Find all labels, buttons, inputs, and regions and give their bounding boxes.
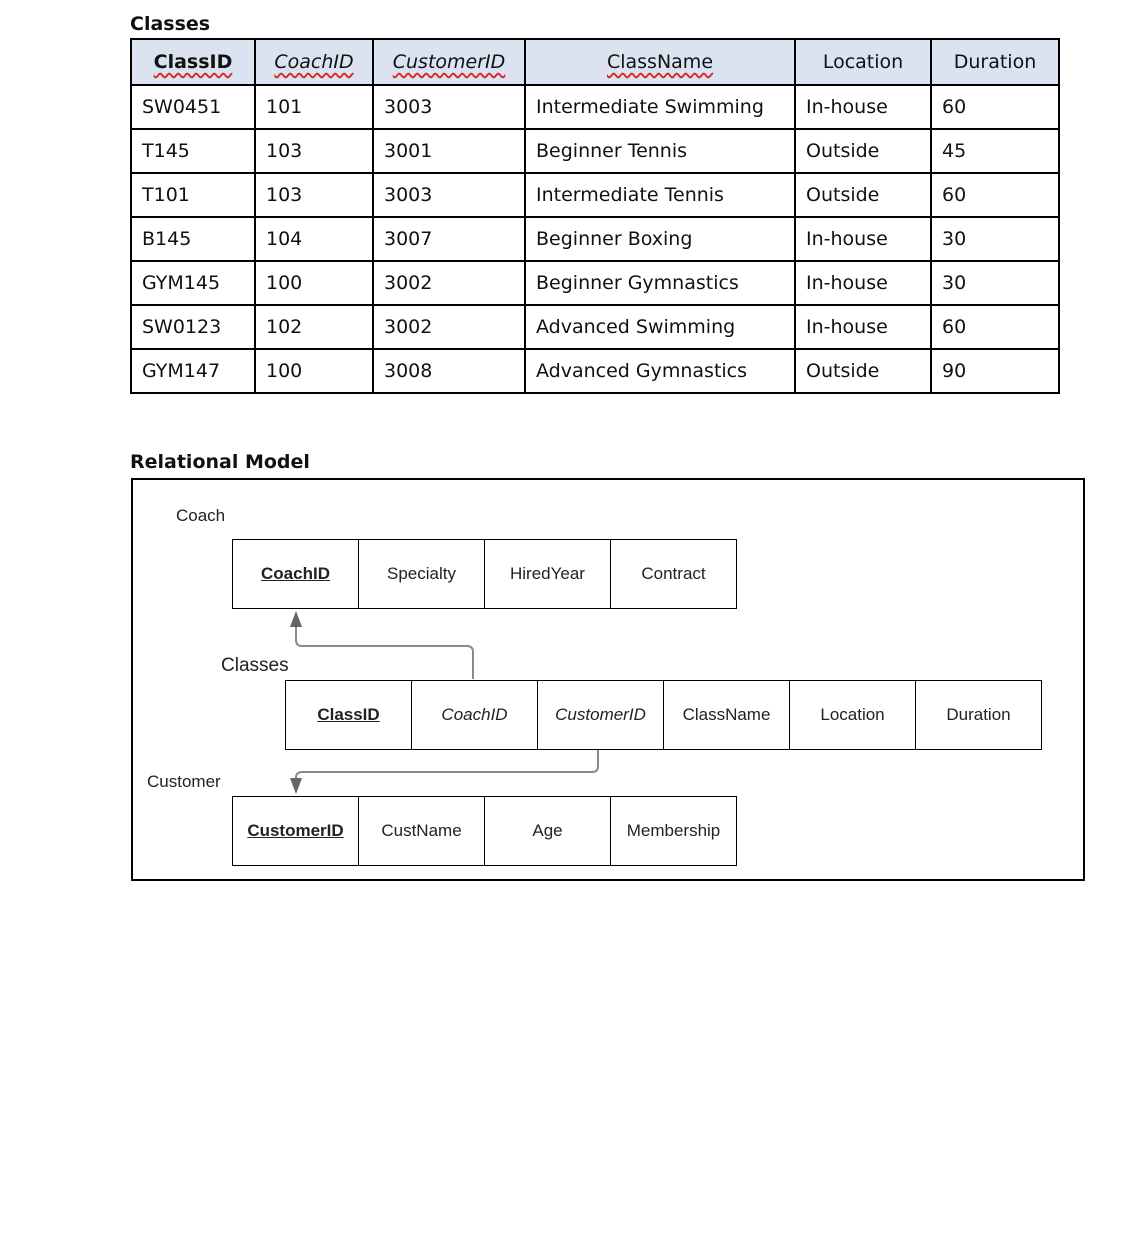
cell-classid: T101 bbox=[131, 173, 255, 217]
cell-classname: Beginner Boxing bbox=[525, 217, 795, 261]
cell-location: Outside bbox=[795, 349, 931, 393]
coach-attr-specialty: Specialty bbox=[359, 540, 485, 608]
classes-attr-classid: ClassID bbox=[286, 681, 412, 749]
cell-customerid: 3001 bbox=[373, 129, 525, 173]
classes-attr-customerid: CustomerID bbox=[538, 681, 664, 749]
table-row bbox=[131, 173, 1059, 217]
cell-coachid: 100 bbox=[255, 261, 373, 305]
cell-duration: 30 bbox=[931, 261, 1059, 305]
cell-duration: 60 bbox=[931, 85, 1059, 129]
coach-attr-hiredyear: HiredYear bbox=[485, 540, 611, 608]
header-location: Location bbox=[795, 39, 931, 85]
cell-classid: T145 bbox=[131, 129, 255, 173]
cell-location: Outside bbox=[795, 173, 931, 217]
customer-attr-customerid: CustomerID bbox=[233, 797, 359, 865]
cell-classname: Advanced Gymnastics bbox=[525, 349, 795, 393]
table-row bbox=[131, 261, 1059, 305]
classes-attr-classname: ClassName bbox=[664, 681, 790, 749]
table-row bbox=[131, 349, 1059, 393]
cell-duration: 30 bbox=[931, 217, 1059, 261]
classes-title: Classes bbox=[130, 13, 211, 35]
cell-customerid: 3003 bbox=[373, 173, 525, 217]
cell-coachid: 103 bbox=[255, 129, 373, 173]
cell-classname: Intermediate Tennis bbox=[525, 173, 795, 217]
cell-location: Outside bbox=[795, 129, 931, 173]
cell-classid: SW0451 bbox=[131, 85, 255, 129]
coach-attr-coachid: CoachID bbox=[233, 540, 359, 608]
cell-classid: SW0123 bbox=[131, 305, 255, 349]
cell-classname: Beginner Tennis bbox=[525, 129, 795, 173]
classes-table bbox=[130, 38, 1060, 394]
cell-location: In-house bbox=[795, 261, 931, 305]
classes-relation bbox=[285, 680, 1042, 750]
cell-customerid: 3002 bbox=[373, 261, 525, 305]
customer-relation-label: Customer bbox=[147, 772, 221, 791]
coach-relation-label: Coach bbox=[176, 506, 226, 525]
cell-coachid: 102 bbox=[255, 305, 373, 349]
customer-attr-custname: CustName bbox=[359, 797, 485, 865]
cell-duration: 60 bbox=[931, 305, 1059, 349]
header-customerid: CustomerID bbox=[373, 39, 525, 85]
cell-coachid: 104 bbox=[255, 217, 373, 261]
cell-customerid: 3007 bbox=[373, 217, 525, 261]
customer-attr-age: Age bbox=[485, 797, 611, 865]
cell-classid: GYM147 bbox=[131, 349, 255, 393]
cell-classname: Intermediate Swimming bbox=[525, 85, 795, 129]
cell-location: In-house bbox=[795, 85, 931, 129]
cell-coachid: 100 bbox=[255, 349, 373, 393]
cell-classname: Beginner Gymnastics bbox=[525, 261, 795, 305]
cell-classname: Advanced Swimming bbox=[525, 305, 795, 349]
table-row bbox=[131, 217, 1059, 261]
coach-relation bbox=[232, 539, 737, 609]
cell-location: In-house bbox=[795, 305, 931, 349]
classes-relation-label: Classes bbox=[221, 655, 289, 676]
header-classid: ClassID bbox=[131, 39, 255, 85]
cell-customerid: 3008 bbox=[373, 349, 525, 393]
header-classname: ClassName bbox=[525, 39, 795, 85]
cell-duration: 90 bbox=[931, 349, 1059, 393]
classes-attr-duration: Duration bbox=[946, 705, 1011, 724]
table-row bbox=[131, 305, 1059, 349]
table-header-row bbox=[131, 39, 1059, 85]
customer-relation bbox=[232, 796, 737, 866]
cell-coachid: 103 bbox=[255, 173, 373, 217]
coach-attr-contract: Contract bbox=[641, 564, 706, 583]
cell-customerid: 3003 bbox=[373, 85, 525, 129]
header-coachid: CoachID bbox=[255, 39, 373, 85]
classes-attr-location: Location bbox=[790, 681, 916, 749]
cell-duration: 60 bbox=[931, 173, 1059, 217]
cell-classid: GYM145 bbox=[131, 261, 255, 305]
cell-location: In-house bbox=[795, 217, 931, 261]
cell-duration: 45 bbox=[931, 129, 1059, 173]
header-duration: Duration bbox=[931, 39, 1059, 85]
cell-coachid: 101 bbox=[255, 85, 373, 129]
cell-customerid: 3002 bbox=[373, 305, 525, 349]
table-row bbox=[131, 85, 1059, 129]
customer-attr-membership: Membership bbox=[626, 821, 721, 840]
table-row bbox=[131, 129, 1059, 173]
relational-model-title: Relational Model bbox=[130, 451, 310, 473]
cell-classid: B145 bbox=[131, 217, 255, 261]
classes-attr-coachid: CoachID bbox=[412, 681, 538, 749]
